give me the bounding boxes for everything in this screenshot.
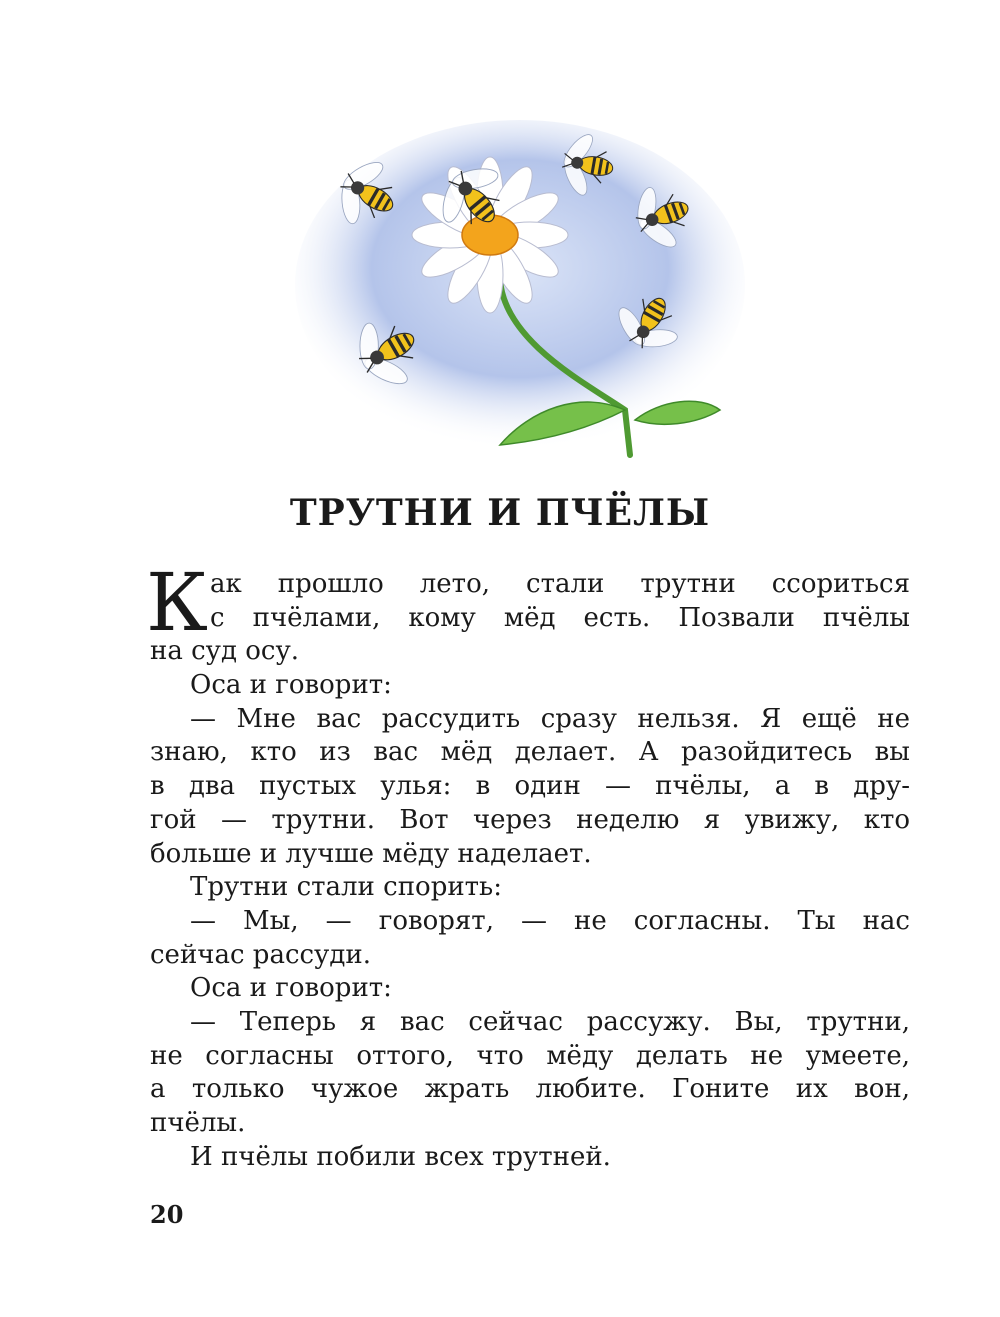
text-line: И пчёлы побили всех трутней. xyxy=(190,1141,611,1172)
text-line: с пчёлами, кому мёд есть. Позвали пчёлы xyxy=(210,602,910,633)
story-text xyxy=(146,556,910,1174)
illustration-bees-and-daisy xyxy=(290,110,750,465)
text-line: не согласны оттого, что мёду делать не умеете, xyxy=(150,1040,910,1071)
drop-cap: К xyxy=(146,556,208,649)
text-line: гой — трутни. Вот через неделю я увижу, кто xyxy=(150,804,910,835)
text-line: на суд осу. xyxy=(150,636,300,667)
page-number: 20 xyxy=(150,1200,184,1229)
text-line: сейчас рассуди. xyxy=(150,939,371,970)
text-line: а только чужое жрать любите. Гоните их вон, xyxy=(150,1074,910,1105)
text-line: — Мне вас рассудить сразу нельзя. Я ещё не xyxy=(190,703,910,734)
text-line: знаю, кто из вас мёд делает. А разойдитесь вы xyxy=(150,737,910,768)
text-line: Трутни стали спорить: xyxy=(190,872,502,903)
text-line: пчёлы. xyxy=(150,1108,246,1138)
text-line: Оса и говорит: xyxy=(190,670,392,701)
text-line: Оса и говорит: xyxy=(190,973,392,1004)
story-title: ТРУТНИ И ПЧЁЛЫ xyxy=(289,492,711,534)
text-line: — Теперь я вас сейчас рассужу. Вы, трутни, xyxy=(190,1006,910,1037)
text-line: в два пустых улья: в один — пчёлы, а в дру- xyxy=(150,771,910,802)
text-line: больше и лучше мёду наделает. xyxy=(150,838,592,869)
text-line: — Мы, — говорят, — не согласны. Ты нас xyxy=(190,905,910,936)
text-line: ак прошло лето, стали трутни ссориться xyxy=(210,569,910,599)
